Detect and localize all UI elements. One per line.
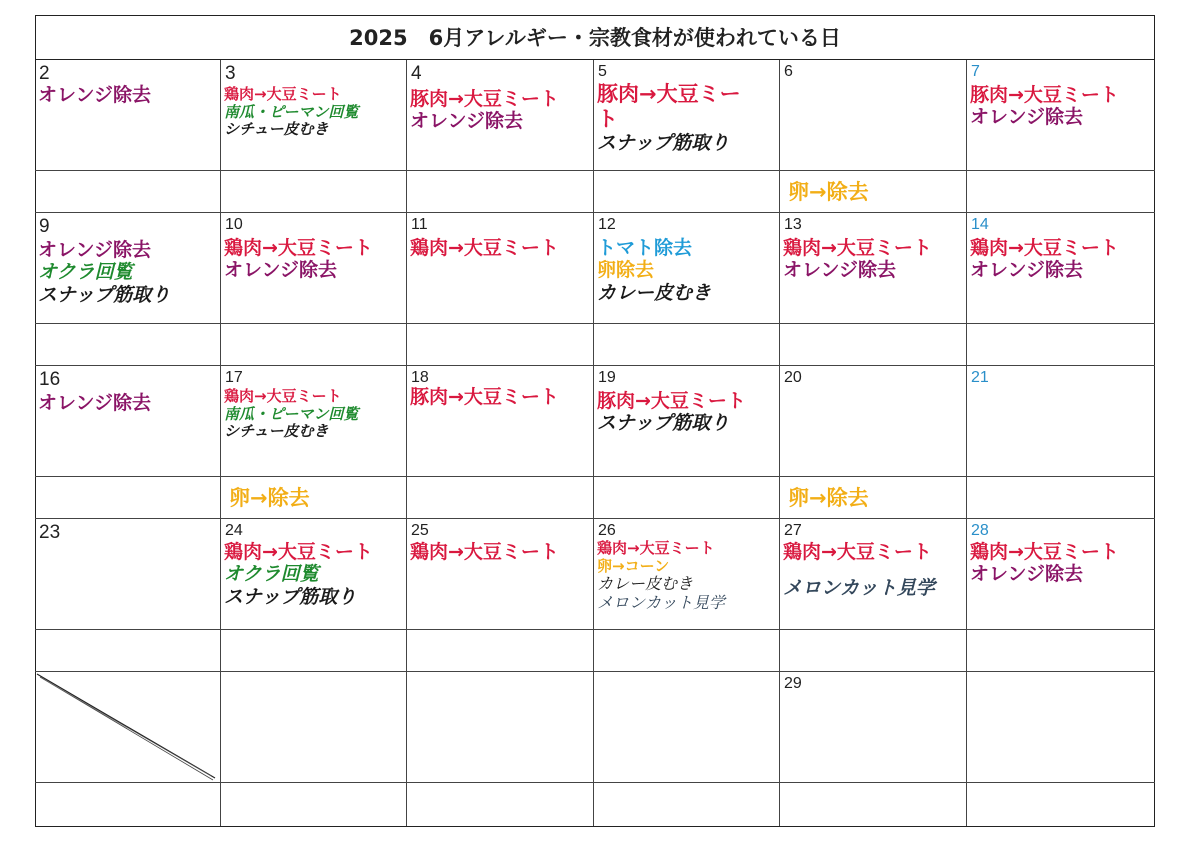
entry-curry-peeling: カレー皮むき bbox=[597, 281, 712, 304]
entry-pork-substitute: 豚肉→大豆ミート bbox=[970, 84, 1119, 106]
day-number: 24 bbox=[225, 522, 243, 539]
entry-egg-to-corn: 卵→コーン bbox=[597, 556, 670, 575]
day-number: 14 bbox=[971, 216, 989, 233]
entry-melon-observation: メロンカット見学 bbox=[597, 593, 725, 613]
note-cell bbox=[594, 630, 780, 672]
day-number: 20 bbox=[784, 369, 802, 386]
entry-orange-removal: オレンジ除去 bbox=[38, 239, 152, 261]
entry-pork-substitute: 豚肉→大豆ミー bbox=[597, 82, 741, 106]
day-number: 19 bbox=[598, 369, 616, 386]
day-cell-2 bbox=[35, 60, 221, 171]
day-number: 11 bbox=[411, 216, 428, 233]
note-cell bbox=[780, 171, 967, 213]
day-cell-26 bbox=[594, 519, 780, 630]
day-cell-11 bbox=[407, 213, 594, 324]
entry-okra-circulation: オクラ回覧 bbox=[224, 563, 319, 586]
day-cell-29 bbox=[780, 672, 967, 783]
entry-orange-removal: オレンジ除去 bbox=[38, 392, 152, 414]
day-number: 25 bbox=[411, 522, 429, 539]
entry-chicken-substitute: 鶏肉→大豆ミート bbox=[410, 237, 559, 259]
day-number: 2 bbox=[39, 63, 50, 84]
day-cell-19 bbox=[594, 366, 780, 477]
day-number: 18 bbox=[411, 369, 429, 386]
note-cell bbox=[594, 477, 780, 519]
entry-snap-strings: スナップ筋取り bbox=[597, 412, 730, 435]
entry-pork-substitute: 豚肉→大豆ミート bbox=[410, 88, 559, 110]
day-number: 26 bbox=[598, 522, 616, 539]
note-cell bbox=[35, 171, 221, 213]
entry-pork-substitute: 豚肉→大豆ミート bbox=[597, 390, 746, 412]
entry-circulation: 南瓜・ピーマン回覧 bbox=[224, 404, 359, 423]
day-cell-23 bbox=[35, 519, 221, 630]
entry-chicken-substitute: 鶏肉→大豆ミート bbox=[783, 541, 932, 563]
diagonal-slash-mark bbox=[35, 672, 221, 783]
note-cell bbox=[780, 477, 967, 519]
entry-orange-removal: オレンジ除去 bbox=[410, 110, 524, 133]
note-cell bbox=[35, 477, 221, 519]
note-cell bbox=[35, 783, 221, 826]
entry-peeling: シチュー皮むき bbox=[224, 120, 329, 139]
day-cell-18 bbox=[407, 366, 594, 477]
entry-chicken-substitute: 鶏肉→大豆ミート bbox=[224, 541, 373, 563]
empty-cell bbox=[594, 672, 780, 783]
day-number: 23 bbox=[39, 522, 61, 543]
entry-orange-removal: オレンジ除去 bbox=[970, 563, 1084, 586]
empty-cell bbox=[967, 672, 1155, 783]
day-number: 9 bbox=[39, 216, 50, 237]
note-cell bbox=[407, 630, 594, 672]
entry-pork-substitute-wrap: ト bbox=[597, 106, 618, 131]
note-cell bbox=[780, 630, 967, 672]
day-number: 16 bbox=[39, 369, 61, 390]
entry-chicken-substitute: 鶏肉→大豆ミート bbox=[783, 237, 932, 259]
note-cell bbox=[967, 171, 1155, 213]
day-number: 21 bbox=[971, 369, 989, 386]
entry-chicken-substitute: 鶏肉→大豆ミート bbox=[970, 237, 1119, 259]
note-cell bbox=[967, 324, 1155, 366]
note-cell bbox=[221, 324, 407, 366]
day-number: 7 bbox=[971, 63, 980, 80]
empty-cell bbox=[407, 672, 594, 783]
entry-egg-removal: 卵除去 bbox=[597, 259, 655, 282]
note-egg-removal: 卵→除去 bbox=[788, 180, 869, 204]
day-cell-4 bbox=[407, 60, 594, 171]
calendar-grid bbox=[35, 60, 1155, 827]
entry-orange-removal: オレンジ除去 bbox=[783, 259, 897, 282]
note-cell bbox=[35, 324, 221, 366]
day-cell-27 bbox=[780, 519, 967, 630]
note-cell bbox=[407, 171, 594, 213]
day-cell-20 bbox=[780, 366, 967, 477]
day-cell-9 bbox=[35, 213, 221, 324]
entry-orange-removal: オレンジ除去 bbox=[38, 84, 152, 106]
day-cell-12 bbox=[594, 213, 780, 324]
entry-curry-peeling: カレー皮むき bbox=[597, 574, 694, 594]
note-cell bbox=[221, 783, 407, 826]
entry-melon-observation: メロンカット見学 bbox=[783, 577, 935, 600]
day-cell-16 bbox=[35, 366, 221, 477]
entry-okra-circulation: オクラ回覧 bbox=[38, 261, 133, 284]
entry-chicken-substitute: 鶏肉→大豆ミート bbox=[597, 539, 715, 557]
note-cell bbox=[407, 783, 594, 826]
entry-snap-strings: スナップ筋取り bbox=[597, 131, 730, 154]
entry-circulation: 南瓜・ピーマン回覧 bbox=[224, 102, 359, 121]
entry-chicken-substitute: 鶏肉→大豆ミート bbox=[410, 541, 559, 563]
day-number: 13 bbox=[784, 216, 802, 233]
day-cell-21 bbox=[967, 366, 1155, 477]
day-cell-28 bbox=[967, 519, 1155, 630]
day-number: 6 bbox=[784, 63, 793, 80]
entry-pork-substitute: 豚肉→大豆ミート bbox=[410, 386, 559, 408]
entry-snap-strings: スナップ筋取り bbox=[38, 283, 171, 306]
day-cell-5 bbox=[594, 60, 780, 171]
empty-cell bbox=[221, 672, 407, 783]
day-number: 17 bbox=[225, 369, 243, 386]
note-cell bbox=[407, 477, 594, 519]
entry-orange-removal: オレンジ除去 bbox=[970, 259, 1084, 282]
entry-chicken-substitute: 鶏肉→大豆ミート bbox=[224, 387, 342, 405]
day-number: 10 bbox=[225, 216, 243, 233]
day-cell-10 bbox=[221, 213, 407, 324]
day-number: 12 bbox=[598, 216, 616, 233]
note-cell bbox=[221, 477, 407, 519]
day-cell-25 bbox=[407, 519, 594, 630]
note-cell bbox=[594, 171, 780, 213]
day-number: 29 bbox=[784, 675, 802, 692]
day-number: 4 bbox=[411, 63, 422, 84]
note-cell bbox=[780, 783, 967, 826]
entry-snap-strings: スナップ筋取り bbox=[224, 585, 357, 608]
entry-chicken-substitute: 鶏肉→大豆ミート bbox=[970, 541, 1119, 563]
day-number: 27 bbox=[784, 522, 802, 539]
note-cell bbox=[967, 783, 1155, 826]
note-cell bbox=[35, 630, 221, 672]
entry-tomato-removal: トマト除去 bbox=[597, 237, 693, 259]
note-egg-removal: 卵→除去 bbox=[229, 486, 310, 510]
note-cell bbox=[221, 171, 407, 213]
entry-orange-removal: オレンジ除去 bbox=[970, 106, 1084, 129]
day-cell-17 bbox=[221, 366, 407, 477]
note-egg-removal: 卵→除去 bbox=[788, 486, 869, 510]
day-cell-13 bbox=[780, 213, 967, 324]
entry-chicken-substitute: 鶏肉→大豆ミート bbox=[224, 85, 342, 103]
day-number: 28 bbox=[971, 522, 989, 539]
page-title: 2025 6月アレルギー・宗教食材が使われている日 bbox=[35, 15, 1155, 60]
day-cell-24 bbox=[221, 519, 407, 630]
note-cell bbox=[407, 324, 594, 366]
day-number: 3 bbox=[225, 63, 236, 84]
note-cell bbox=[780, 324, 967, 366]
day-cell-6 bbox=[780, 60, 967, 171]
crossed-out-cell bbox=[35, 672, 221, 783]
entry-chicken-substitute: 鶏肉→大豆ミート bbox=[224, 237, 373, 259]
day-cell-7 bbox=[967, 60, 1155, 171]
note-cell bbox=[221, 630, 407, 672]
day-cell-14 bbox=[967, 213, 1155, 324]
entry-orange-removal: オレンジ除去 bbox=[224, 259, 338, 282]
note-cell bbox=[967, 477, 1155, 519]
note-cell bbox=[594, 324, 780, 366]
entry-peeling: シチュー皮むき bbox=[224, 422, 329, 441]
day-number: 5 bbox=[598, 63, 607, 80]
note-cell bbox=[967, 630, 1155, 672]
note-cell bbox=[594, 783, 780, 826]
day-cell-3 bbox=[221, 60, 407, 171]
